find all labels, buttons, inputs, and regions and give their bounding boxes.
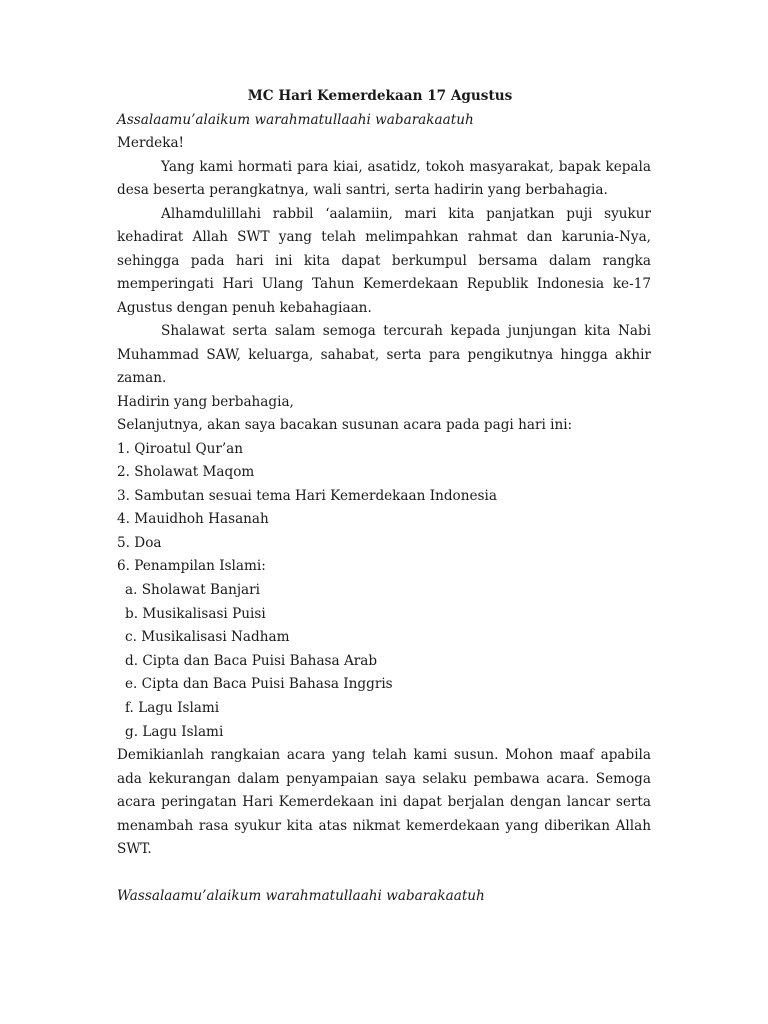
agenda-list [117, 438, 651, 580]
list-item: 6. Penampilan Islami: [117, 558, 266, 575]
list-item: 5. Doa [117, 534, 162, 551]
sub-agenda-list [117, 579, 651, 744]
list-item: 4. Mauidhoh Hasanah [117, 511, 269, 528]
blank-line [117, 862, 651, 886]
closing-paragraph: Demikianlah rangkaian acara yang telah kami susun. Mohon maaf apabila ada kekurangan dalam penyampaian saya selaku pembawa acara. Semoga acara peringatan Hari Kemerdekaan ini dapat berjalan dengan lancar serta menambah rasa syukur kita atas nikmat kemerdekaan yang diberikan Allah SWT. [117, 747, 651, 858]
list-item: 2. Sholawat Maqom [117, 464, 255, 481]
respect-paragraph: Yang kami hormati para kiai, asatidz, tokoh masyarakat, bapak kepala desa beserta perangkatnya, wali santri, serta hadirin yang berbahagia. [117, 158, 651, 198]
list-item: 3. Sambutan sesuai tema Hari Kemerdekaan Indonesia [117, 487, 497, 504]
hadirin-line: Hadirin yang berbahagia, [117, 393, 294, 410]
sub-list-item: c. Musikalisasi Nadham [125, 629, 290, 646]
shalawat-paragraph: Shalawat serta salam semoga tercurah kepada junjungan kita Nabi Muhammad SAW, keluarga, sahabat, serta para pengikutnya hingga akhir zaman. [117, 323, 651, 386]
sub-list-item: a. Sholawat Banjari [125, 582, 260, 599]
sub-list-item: d. Cipta dan Baca Puisi Bahasa Arab [125, 652, 378, 669]
gratitude-paragraph: Alhamdulillahi rabbil ‘aalamiin, mari kita panjatkan puji syukur kehadirat Allah SWT yang telah melimpahkan rahmat dan karunia-Nya, sehingga pada hari ini kita dapat berkumpul bersama dalam rangka memperingati Hari Ulang Tahun Kemerdekaan Republik Indonesia ke-17 Agustus dengan penuh kebahagiaan. [117, 205, 651, 316]
sub-list-item: f. Lagu Islami [125, 700, 220, 717]
document-title: MC Hari Kemerdekaan 17 Agustus [247, 88, 513, 104]
sub-list-item: g. Lagu Islami [125, 723, 224, 740]
opening-greeting: Assalaamu’alaikum warahmatullaahi wabarakaatuh [117, 111, 474, 128]
document-body [117, 85, 651, 909]
closing-greeting: Wassalaamu’alaikum warahmatullaahi wabarakaatuh [117, 888, 485, 905]
sub-list-item: b. Musikalisasi Puisi [125, 605, 266, 622]
list-item: 1. Qiroatul Qur’an [117, 440, 244, 457]
agenda-intro: Selanjutnya, akan saya bacakan susunan acara pada pagi hari ini: [117, 417, 573, 433]
merdeka-line: Merdeka! [117, 135, 185, 151]
sub-list-item: e. Cipta dan Baca Puisi Bahasa Inggris [125, 676, 393, 693]
